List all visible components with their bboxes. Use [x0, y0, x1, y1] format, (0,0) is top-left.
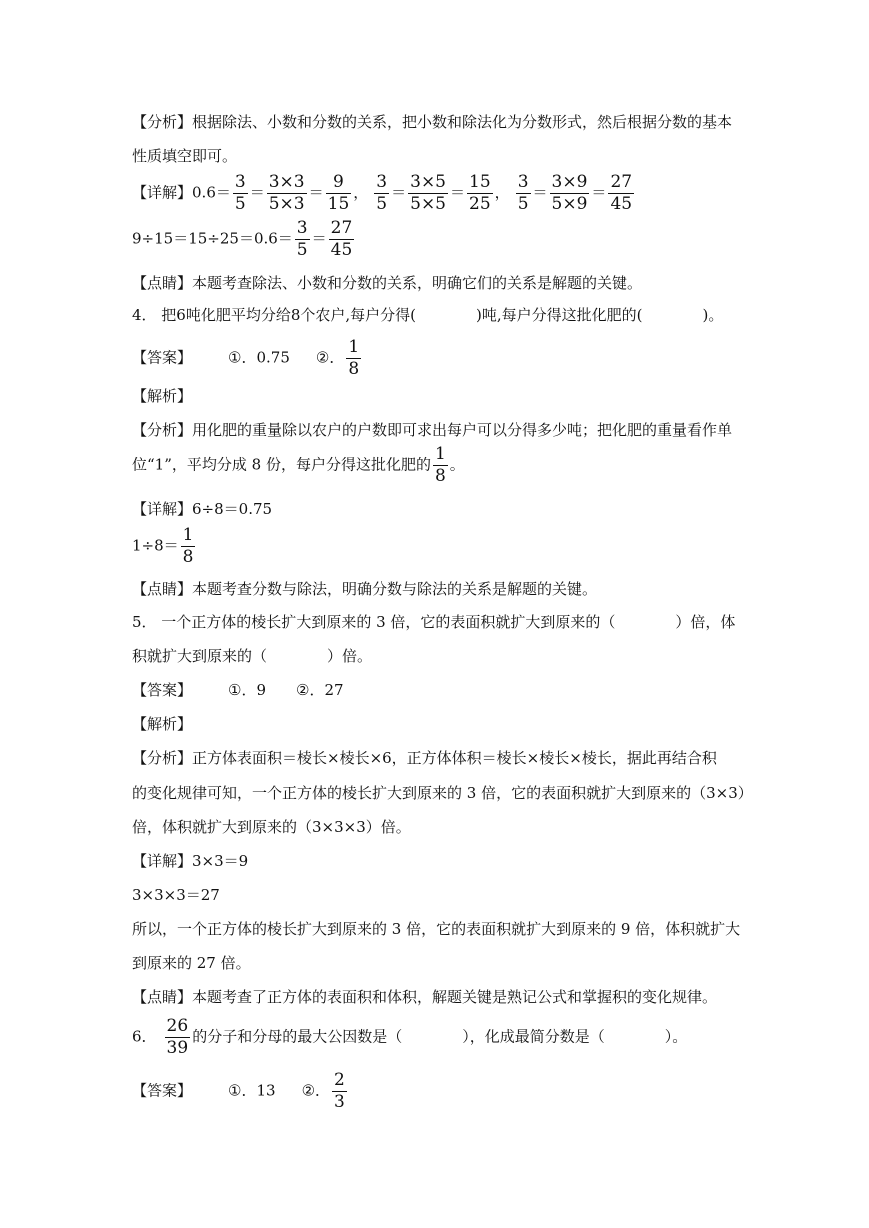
q5-detail-line1: 【详解】3×3＝9: [132, 852, 249, 870]
fraction: $\frac{3}{5}$: [517, 172, 529, 214]
fraction: $\frac{15}{25}$: [469, 172, 491, 214]
detail-label: 【详解】: [132, 183, 193, 202]
q4-answer: [132, 339, 363, 378]
answer-label: 【答案】: [132, 348, 193, 367]
q4-stem: 4． 把6吨化肥平均分给8个农户,每户分得( )吨,每户分得这批化肥的( )。: [132, 306, 724, 324]
fraction: $\frac{3\times 3}{5\times 3}$: [268, 172, 305, 214]
equals-sign: ＝: [450, 183, 466, 202]
comma: ，: [353, 183, 369, 202]
q6-stem: [132, 1018, 687, 1057]
q4-analysis-line1: 【分析】用化肥的重量除以农户的户数即可求出每户可以分得多少吨；把化肥的重量看作单: [132, 421, 733, 439]
q5-answer: [132, 680, 344, 700]
question-text: 的分子和分母的最大公因数是（ ），化成最简分数是（ ）。: [192, 1027, 688, 1046]
fraction: $\frac{26}{39}$: [166, 1016, 189, 1058]
answer-2-fraction: $\frac{2}{3}$: [334, 1070, 345, 1112]
answer-2-prefix: ②．: [301, 1081, 331, 1100]
answer-label: 【答案】: [132, 681, 193, 699]
equation-text: 1÷8＝: [132, 536, 179, 555]
q5-comment: 【点睛】本题考查了正方体的表面积和体积，解题关键是熟记公式和掌握积的变化规律。: [132, 988, 718, 1006]
equals-sign: ＝: [249, 183, 265, 202]
answer-label: 【答案】: [132, 1081, 193, 1100]
fraction: $\frac{27}{45}$: [330, 218, 353, 260]
answer-2-prefix: ②．: [315, 348, 345, 367]
fraction: $\frac{9}{15}$: [327, 172, 350, 214]
fraction: $\frac{3\times 5}{5\times 5}$: [410, 172, 447, 214]
fraction: $\frac{3}{5}$: [234, 172, 246, 214]
equals-sign: ＝: [532, 183, 548, 202]
answer-2-fraction: $\frac{1}{8}$: [348, 337, 360, 379]
equals-sign: ＝: [311, 229, 327, 248]
equals-sign: ＝: [591, 183, 607, 202]
q5-conclusion-line1: 所以，一个正方体的棱长扩大到原来的 3 倍，它的表面积就扩大到原来的 9 倍，体积就扩大: [132, 920, 741, 938]
q4-analysis-line2: [132, 446, 465, 485]
q5-detail-line2: 3×3×3＝27: [132, 886, 220, 904]
q6-answer: [132, 1072, 349, 1111]
answer-2: ②．27: [296, 681, 344, 699]
q5-analysis-heading: 【解析】: [132, 715, 193, 733]
question-number: 6．: [132, 1027, 157, 1046]
fraction: $\frac{27}{45}$: [610, 172, 633, 214]
answer-1: ①．9: [228, 681, 267, 699]
q3-analysis-line2: 性质填空即可。: [132, 147, 238, 165]
q3-analysis-line1: 【分析】根据除法、小数和分数的关系，把小数和除法化为分数形式，然后根据分数的基本: [132, 113, 733, 131]
fraction: $\frac{1}{8}$: [434, 444, 446, 486]
answer-1: ①．13: [228, 1081, 276, 1100]
q5-analysis-line3: 倍，体积就扩大到原来的（3×3×3）倍。: [132, 818, 411, 836]
analysis-text: 位“1”，平均分成 8 份，每户分得这批化肥的: [132, 455, 431, 474]
fraction: $\frac{3}{5}$: [296, 218, 308, 260]
q5-analysis-line1: 【分析】正方体表面积＝棱长×棱长×6，正方体体积＝棱长×棱长×棱长，据此再结合积: [132, 749, 717, 767]
comma: ，: [494, 183, 510, 202]
q4-detail-line2: [132, 527, 197, 566]
q5-stem-line2: 积就扩大到原来的（ ）倍。: [132, 647, 373, 665]
equals-sign: ＝: [308, 183, 324, 202]
equation-text: 9÷15＝15÷25＝0.6＝: [132, 229, 293, 248]
q3-comment: 【点睛】本题考查除法、小数和分数的关系，明确它们的关系是解题的关键。: [132, 274, 643, 292]
equals-sign: ＝: [391, 183, 407, 202]
q4-comment: 【点睛】本题考查分数与除法，明确分数与除法的关系是解题的关键。: [132, 580, 598, 598]
q5-stem-line1: 5． 一个正方体的棱长扩大到原来的 3 倍，它的表面积就扩大到原来的（ ）倍，体: [132, 613, 736, 631]
equation-text: 0.6＝: [192, 183, 231, 202]
q4-analysis-heading: 【解析】: [132, 387, 193, 405]
period: 。: [449, 455, 465, 474]
fraction: $\frac{1}{8}$: [182, 525, 194, 567]
q3-detail-equation1: [132, 174, 636, 213]
answer-1: ①．0.75: [228, 348, 290, 367]
q4-detail-line1: 【详解】6÷8＝0.75: [132, 500, 273, 518]
q5-conclusion-line2: 到原来的 27 倍。: [132, 954, 251, 972]
q3-detail-equation2: [132, 220, 356, 259]
fraction: $\frac{3\times 9}{5\times 9}$: [551, 172, 588, 214]
fraction: $\frac{3}{5}$: [376, 172, 388, 214]
q5-analysis-line2: 的变化规律可知，一个正方体的棱长扩大到原来的 3 倍，它的表面积就扩大到原来的（3×3）: [132, 784, 753, 802]
